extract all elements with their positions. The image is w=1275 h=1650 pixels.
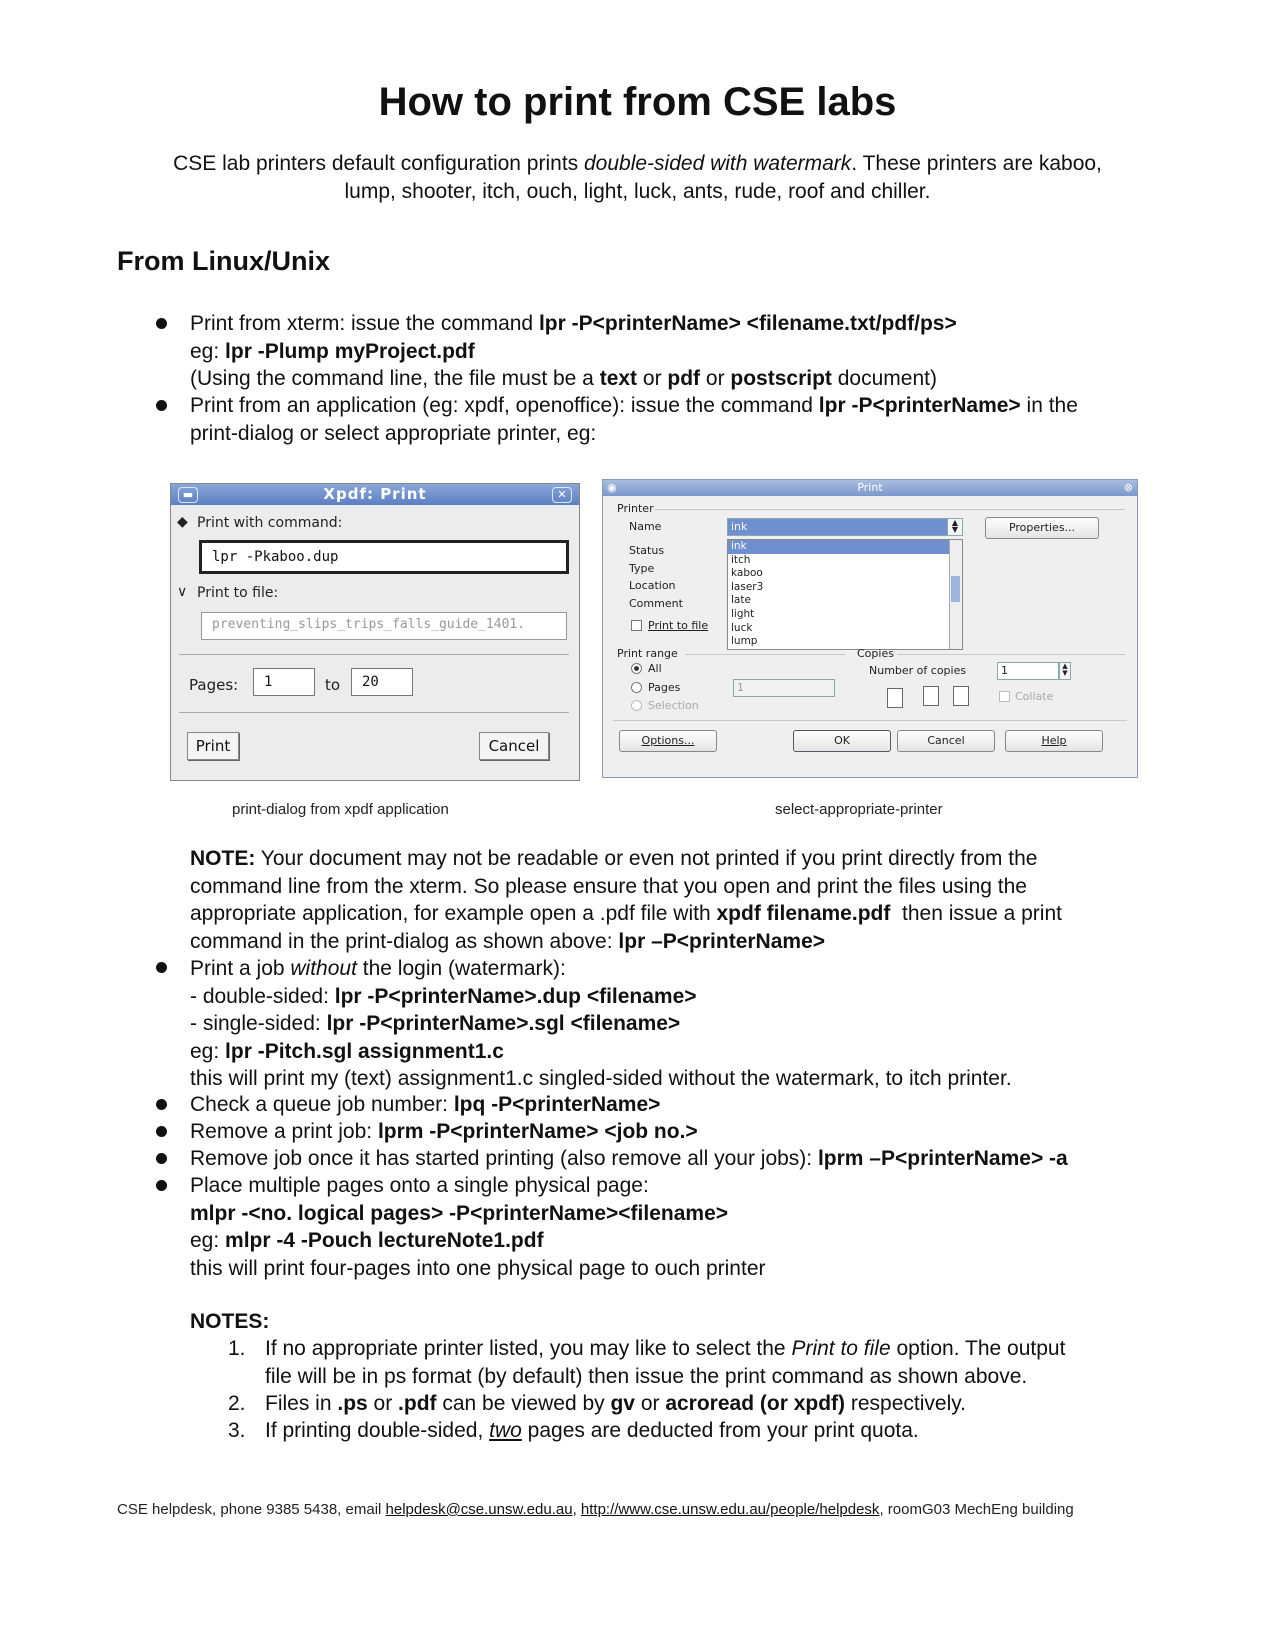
- command-text: mlpr -<no. logical pages> -P<printerName><filename>: [190, 1201, 729, 1225]
- format-ps: .ps: [337, 1392, 368, 1415]
- window-menu-icon[interactable]: ▬: [178, 487, 198, 503]
- command-text: lpr -P<printerName> <filename.txt/pdf/ps>: [538, 312, 957, 335]
- bullet-remove-job: [190, 1118, 1150, 1146]
- radio-print-file[interactable]: ∨: [177, 584, 188, 600]
- bullet-text: or: [637, 367, 668, 390]
- note-2: [265, 1390, 1155, 1418]
- bullet-marker: [156, 1180, 167, 1191]
- bullet-text: Print a job: [190, 957, 291, 980]
- note-number: 3.: [228, 1419, 246, 1442]
- format-postscript: postscript: [730, 367, 832, 390]
- note-text: appropriate application, for example open a .pdf file with: [190, 902, 717, 925]
- printer-group-label: Printer: [617, 502, 654, 515]
- caption-xpdf: print-dialog from xpdf application: [232, 801, 449, 818]
- collate-page-icon: [887, 688, 903, 708]
- collate-label: Collate: [1015, 690, 1054, 703]
- print-dialog: [602, 479, 1138, 778]
- bullet-text: print-dialog or select appropriate printer, eg:: [190, 421, 597, 445]
- scrollbar-thumb[interactable]: [951, 576, 960, 602]
- note-block: [190, 845, 1150, 955]
- page-title: How to print from CSE labs: [378, 80, 897, 124]
- note-label: NOTE:: [190, 847, 256, 870]
- footer: [117, 1501, 1074, 1518]
- command-input[interactable]: lpr -Pkaboo.dup: [199, 540, 569, 574]
- bullet-marker: [156, 318, 167, 329]
- caption-print-dialog: select-appropriate-printer: [775, 801, 943, 818]
- note-number: 1.: [228, 1337, 246, 1360]
- bullet-marker: [156, 1126, 167, 1137]
- bullet-text: Remove a print job:: [190, 1120, 378, 1143]
- viewer-acroread: acroread (or xpdf): [665, 1392, 846, 1415]
- selection-label: Selection: [648, 699, 699, 712]
- window-menu-icon[interactable]: ◉: [607, 481, 617, 494]
- emphasis: Print to file: [791, 1337, 891, 1360]
- notes-heading: [190, 1308, 269, 1336]
- pages-from-input[interactable]: 1: [253, 668, 315, 696]
- dialog-titlebar: [171, 484, 579, 505]
- scrollbar[interactable]: [949, 540, 962, 649]
- note-text: or: [367, 1392, 399, 1415]
- print-to-file-label: Print to file: [648, 619, 709, 632]
- copies-input[interactable]: 1: [997, 662, 1059, 680]
- command-text: lpr –P<printerName>: [618, 929, 826, 953]
- printer-option[interactable]: luck: [731, 621, 753, 634]
- collate-page-icon: [953, 686, 969, 706]
- bullet-marker: [156, 1099, 167, 1110]
- divider: [685, 654, 845, 655]
- dialog-title: Print: [857, 481, 883, 494]
- format-pdf: pdf: [667, 367, 701, 390]
- note-text: If no appropriate printer listed, you may like to select the: [265, 1337, 792, 1360]
- radio-selection[interactable]: [631, 700, 642, 711]
- intro-text-2: . These printers are kaboo,: [851, 152, 1102, 175]
- bullet-application: [190, 392, 1150, 447]
- eg-label: eg:: [190, 1229, 226, 1252]
- note-text: respectively.: [845, 1392, 967, 1415]
- cancel-button[interactable]: Cancel: [479, 732, 549, 760]
- bullet-multiple-pages: [190, 1172, 1150, 1282]
- note-1: [265, 1335, 1155, 1390]
- comment-label: Comment: [629, 597, 683, 610]
- bullet-text: this will print my (text) assignment1.c singled-sided without the watermark, to itch printer.: [190, 1067, 1012, 1090]
- print-range-label: Print range: [617, 647, 678, 660]
- bullet-text: Remove job once it has started printing (also remove all your jobs):: [190, 1147, 818, 1170]
- footer-text: CSE helpdesk, phone 9385 5438, email: [117, 1501, 386, 1518]
- bullet-without-login: [190, 955, 1150, 1093]
- note-text: If printing double-sided,: [265, 1419, 490, 1442]
- bullet-text: in the: [1020, 394, 1078, 417]
- note-text: can be viewed by: [436, 1392, 611, 1415]
- bullet-text: or: [700, 367, 731, 390]
- command-text: lpr -Plump myProject.pdf: [225, 339, 475, 363]
- command-text: lprm –P<printerName> -a: [817, 1147, 1068, 1170]
- radio-print-command[interactable]: ◆: [177, 514, 188, 530]
- divider: [655, 509, 1125, 510]
- xpdf-print-dialog: [170, 483, 580, 781]
- note-text: command in the print-dialog as shown above:: [190, 929, 619, 953]
- format-pdf: .pdf: [398, 1392, 437, 1415]
- emphasis: without: [290, 957, 357, 980]
- chevron-updown-icon[interactable]: ▲ ▼: [947, 518, 963, 536]
- pages-label: Pages: [648, 681, 681, 694]
- intro-paragraph: [130, 150, 1145, 206]
- divider: [897, 654, 1125, 655]
- note-text: option. The output: [890, 1337, 1066, 1360]
- email-link[interactable]: helpdesk@cse.unsw.edu.au: [385, 1501, 573, 1518]
- pages-to-input[interactable]: 20: [351, 668, 413, 696]
- printer-dropdown-list: [727, 539, 963, 650]
- note-text: Files in: [265, 1392, 338, 1415]
- emphasis: two: [489, 1419, 522, 1442]
- bullet-marker: [156, 400, 167, 411]
- collate-page-icon: [923, 686, 939, 706]
- note-text: file will be in ps format (by default) then issue the print command as shown above.: [265, 1364, 1028, 1388]
- bullet-text: Place multiple pages onto a single physical page:: [190, 1174, 649, 1197]
- intro-printer-list: lump, shooter, itch, ouch, light, luck, ants, rude, roof and chiller.: [344, 180, 931, 203]
- bullet-text: this will print four-pages into one physical page to ouch printer: [190, 1256, 766, 1280]
- command-text: lpr -P<printerName>.dup <filename>: [334, 984, 697, 1008]
- divider: [613, 720, 1127, 721]
- note-text: or: [634, 1392, 666, 1415]
- bullet-text: - single-sided:: [190, 1012, 327, 1035]
- note-text: then issue a print: [890, 902, 1062, 925]
- printer-option[interactable]: light: [731, 607, 755, 620]
- bullet-remove-started: [190, 1145, 1150, 1173]
- command-text: lpr -P<printerName>.sgl <filename>: [326, 1012, 681, 1035]
- note-text: command line from the xterm. So please ensure that you open and print the files using the: [190, 874, 1027, 898]
- radio-all[interactable]: [631, 663, 642, 674]
- help-button[interactable]: Help: [1005, 730, 1103, 752]
- file-input[interactable]: preventing_slips_trips_falls_guide_1401.: [201, 612, 567, 640]
- print-to-file-checkbox[interactable]: [631, 620, 642, 631]
- bullet-text: Check a queue job number:: [190, 1093, 454, 1116]
- printer-option[interactable]: ink: [728, 540, 962, 554]
- collate-checkbox[interactable]: [999, 691, 1010, 702]
- properties-button[interactable]: Properties...: [985, 517, 1099, 539]
- note-text: pages are deducted from your print quota.: [521, 1419, 919, 1442]
- status-label: Status: [629, 544, 665, 557]
- bullet-text: - double-sided:: [190, 984, 335, 1008]
- footer-text: , roomG03 MechEng building: [879, 1501, 1074, 1518]
- note-3: [265, 1417, 1155, 1445]
- dialog-titlebar: [603, 480, 1137, 496]
- number-of-copies-label: Number of copies: [869, 664, 967, 677]
- pages-label: Pages:: [189, 676, 239, 694]
- section-heading: From Linux/Unix: [117, 246, 331, 276]
- spin-icon[interactable]: ▲ ▼: [1059, 662, 1071, 680]
- bullet-text: document): [831, 367, 937, 390]
- command-text: xpdf filename.pdf: [716, 902, 891, 925]
- bullet-text: Print from an application (eg: xpdf, openoffice): issue the command: [190, 394, 819, 417]
- command-text: lpr -P<printerName>: [818, 394, 1021, 417]
- bullet-marker: [156, 962, 167, 973]
- command-text: lprm -P<printerName> <job no.>: [377, 1120, 698, 1143]
- printer-option[interactable]: kaboo: [731, 567, 763, 580]
- command-text: mlpr -4 -Pouch lectureNote1.pdf: [225, 1229, 544, 1252]
- copies-label: Copies: [857, 647, 894, 660]
- radio-pages[interactable]: [631, 682, 642, 693]
- all-label: All: [648, 662, 662, 675]
- bullet-text: (Using the command line, the file must be a: [190, 367, 600, 390]
- notes-heading-text: NOTES:: [190, 1310, 270, 1333]
- eg-label: eg:: [190, 1039, 226, 1063]
- name-label: Name: [629, 520, 662, 533]
- bullet-queue: [190, 1091, 1150, 1119]
- command-text: lpq -P<printerName>: [453, 1093, 661, 1116]
- location-label: Location: [629, 579, 676, 592]
- cancel-button[interactable]: Cancel: [897, 730, 995, 752]
- helpdesk-link[interactable]: http://www.cse.unsw.edu.au/people/helpdesk: [580, 1501, 880, 1518]
- bullet-xterm: [190, 310, 1150, 393]
- pages-input[interactable]: 1: [733, 679, 835, 697]
- printer-option[interactable]: lump: [731, 635, 758, 648]
- ok-button[interactable]: OK: [793, 730, 891, 752]
- options-button[interactable]: Options...: [619, 730, 717, 752]
- intro-emphasis: double-sided with watermark: [584, 152, 852, 175]
- note-number: 2.: [228, 1392, 246, 1415]
- printer-option[interactable]: laser3: [731, 580, 764, 593]
- print-with-command-label: Print with command:: [197, 515, 343, 531]
- command-text: lpr -Pitch.sgl assignment1.c: [225, 1039, 504, 1063]
- bullet-text: Print from xterm: issue the command: [190, 312, 539, 335]
- divider: [179, 654, 569, 655]
- bullet-text: the login (watermark):: [356, 957, 566, 980]
- dialog-title: Xpdf: Print: [323, 485, 427, 503]
- divider: [179, 712, 569, 713]
- note-text: Your document may not be readable or even not printed if you print directly from the: [255, 847, 1038, 870]
- close-icon[interactable]: ⊗: [1123, 481, 1133, 494]
- type-label: Type: [629, 562, 655, 575]
- viewer-gv: gv: [610, 1392, 635, 1415]
- bullet-marker: [156, 1153, 167, 1164]
- printer-name-select[interactable]: ink: [727, 518, 963, 536]
- print-button[interactable]: Print: [187, 732, 239, 760]
- print-to-file-label: Print to file:: [197, 585, 279, 601]
- eg-label: eg:: [190, 339, 226, 363]
- close-icon[interactable]: ✕: [552, 487, 572, 503]
- format-text: text: [599, 367, 638, 390]
- intro-text: CSE lab printers default configuration prints: [173, 152, 584, 175]
- printer-option[interactable]: itch: [731, 553, 751, 566]
- printer-option[interactable]: late: [731, 594, 751, 607]
- to-label: to: [325, 676, 341, 694]
- footer-text: ,: [572, 1501, 581, 1518]
